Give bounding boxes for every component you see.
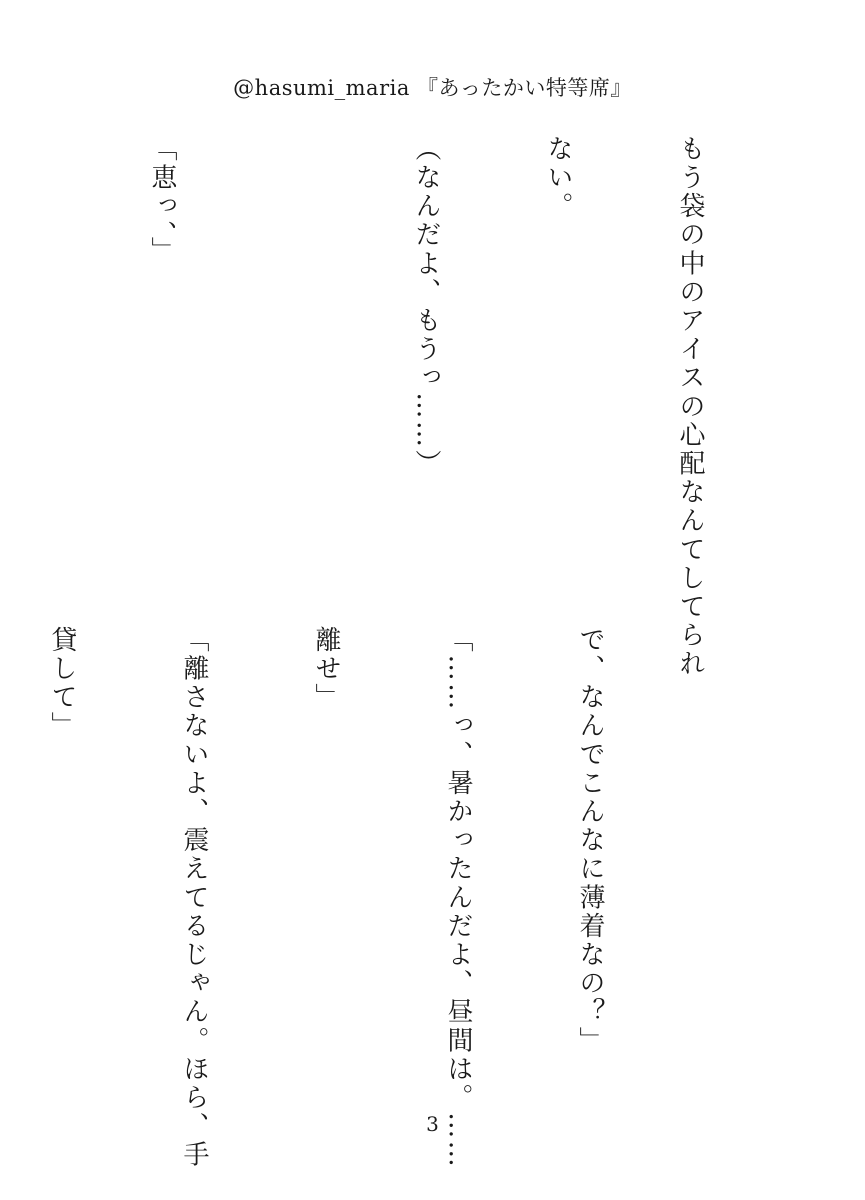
page-header: @hasumi_maria 『あったかい特等席』 [233, 76, 632, 100]
text-column: 離せ」 [311, 626, 341, 712]
text-column [272, 135, 316, 595]
text-column: もう袋の中のアイスの心配なんてしてられ [675, 135, 705, 679]
text-column: （なんだよ、もうっ……） [411, 135, 441, 479]
text-column [8, 135, 52, 595]
text-column: ない。 [543, 135, 573, 221]
text-column: 「……っ、暑かったんだよ、昼間は。…… [443, 626, 473, 1170]
text-column: 貸して」 [47, 626, 77, 741]
text-column: 「離さないよ、震えてるじゃん。ほら、手 [179, 626, 209, 1170]
text-block-bottom [0, 626, 700, 1170]
text-column: で、なんでこんなに薄着なの？」 [575, 626, 605, 1055]
page-number: 3 [426, 1112, 439, 1136]
text-column: 「恵っ、」 [147, 135, 177, 265]
